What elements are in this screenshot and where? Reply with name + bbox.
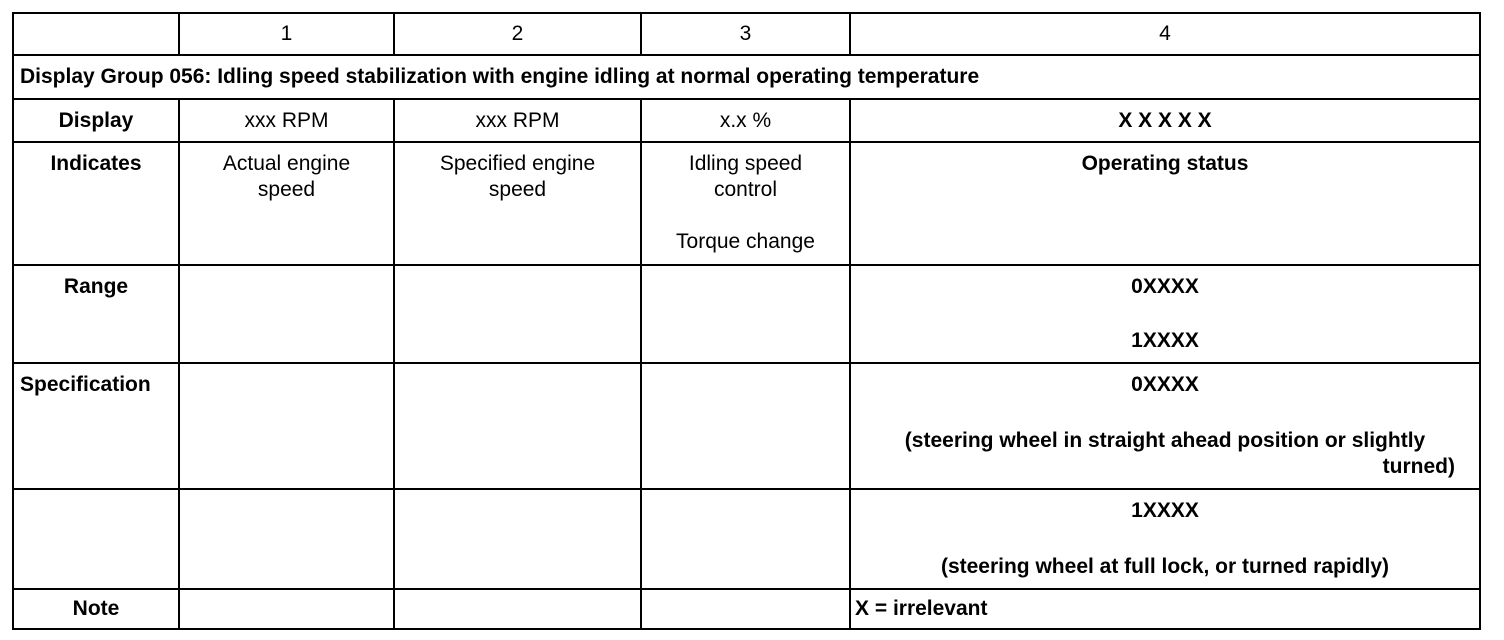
specification-value-4 [850,363,1480,489]
specification-2-value-1 [179,489,394,589]
range-value-1 [179,265,394,363]
indicates-value-4: Operating status [850,142,1480,265]
display-label: Display [13,99,179,142]
indicates-value-1 [179,142,394,265]
range-code-1: 1XXXX [1131,329,1199,352]
indicates-value-2-line-1: Specified engine [439,152,596,175]
group-title-row [13,55,1480,99]
specification-row-2 [13,489,1480,589]
note-row [13,589,1480,629]
display-value-1: xxx RPM [179,99,394,142]
indicates-value-3 [641,142,850,265]
specification-value-2 [394,363,641,489]
note-value-3 [641,589,850,629]
note-value-1 [179,589,394,629]
range-value-4 [850,265,1480,363]
group-title: Display Group 056: Idling speed stabilization with engine idling at normal operating temperature [13,55,1480,99]
specification-2-label [13,489,179,589]
specification-value-1 [179,363,394,489]
range-code-0: 0XXXX [1131,275,1199,298]
specification-2-value-3 [641,489,850,589]
indicates-value-1-line-1: Actual engine [222,152,351,175]
range-label: Range [13,265,179,363]
note-label: Note [13,589,179,629]
spec-code-0: 0XXXX [1131,373,1199,396]
display-value-3: x.x % [641,99,850,142]
indicates-value-3-line-1: Idling speed [688,152,803,175]
specification-2-value-4 [850,489,1480,589]
specification-label: Specification [13,363,179,489]
header-cell-4: 4 [850,13,1480,55]
specification-row-1 [13,363,1480,489]
specification-2-value-2 [394,489,641,589]
indicates-value-3-extra: Torque change [676,230,815,253]
measuring-value-table [12,12,1481,630]
specification-value-3 [641,363,850,489]
indicates-row [13,142,1480,265]
display-value-4: X X X X X [850,99,1480,142]
note-text: X = irrelevant [850,589,1480,629]
range-row [13,265,1480,363]
display-value-2: xxx RPM [394,99,641,142]
note-value-2 [394,589,641,629]
spec-desc-0-line-2: turned) [1382,455,1455,478]
indicates-value-2 [394,142,641,265]
spec-code-1: 1XXXX [1131,499,1199,522]
spec-desc-0-line-1: (steering wheel in straight ahead position or slightly [904,429,1426,452]
indicates-label: Indicates [13,142,179,265]
header-cell-3: 3 [641,13,850,55]
spec-desc-1: (steering wheel at full lock, or turned rapidly) [940,555,1390,578]
header-cell-2: 2 [394,13,641,55]
range-value-3 [641,265,850,363]
indicates-value-3-line-2: control [713,178,778,201]
display-row [13,99,1480,142]
range-value-2 [394,265,641,363]
header-cell-blank [13,13,179,55]
indicates-value-1-line-2: speed [257,178,316,201]
indicates-value-2-line-2: speed [488,178,547,201]
header-cell-1: 1 [179,13,394,55]
column-number-row [13,13,1480,55]
